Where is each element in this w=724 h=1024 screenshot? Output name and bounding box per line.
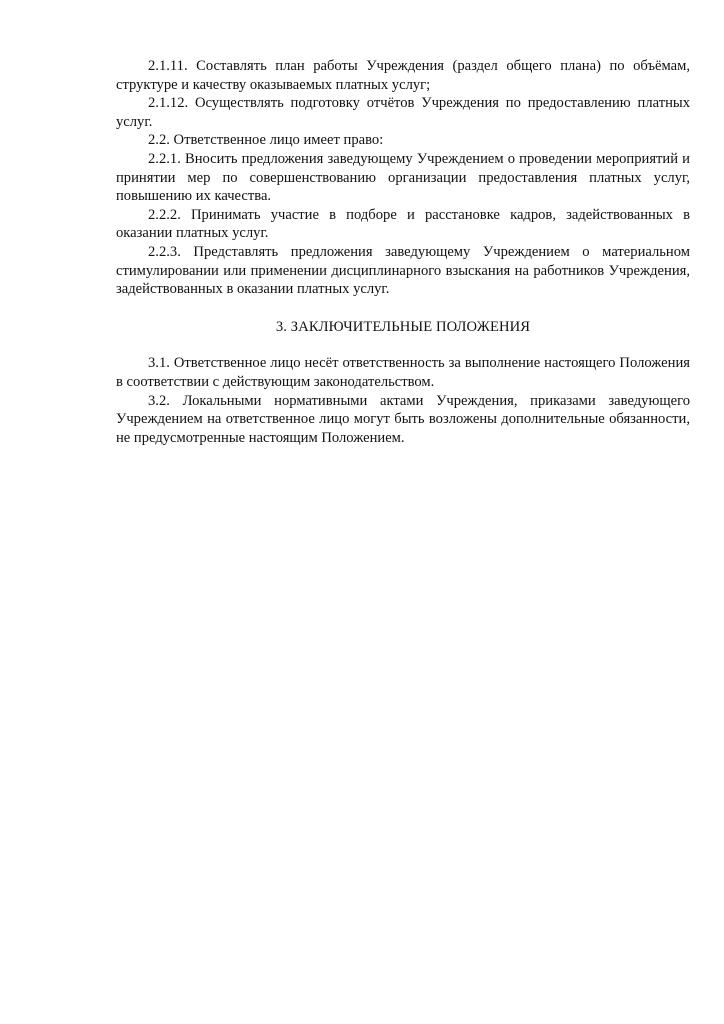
clause-3-1: 3.1. Ответственное лицо несёт ответственность за выполнение настоящего Положения в соответствии с действующим законодательством. [116,355,690,390]
document-body [116,57,690,447]
clause-2-1-11: 2.1.11. Составлять план работы Учреждения (раздел общего плана) по объёмам, структуре и качеству оказываемых платных услуг; [116,58,690,93]
section-3-heading: 3. ЗАКЛЮЧИТЕЛЬНЫЕ ПОЛОЖЕНИЯ [275,318,531,335]
clause-3-2: 3.2. Локальными нормативными актами Учреждения, приказами заведующего Учреждением на ответственное лицо могут быть возложены дополнительные обязанности, не предусмотренные настоящим Положением. [116,392,690,446]
clause-2-2: 2.2. Ответственное лицо имеет право: [148,132,384,149]
clause-2-2-1: 2.2.1. Вносить предложения заведующему Учреждением о проведении мероприятий и принятии мер по совершенствованию организации предоставления платных услуг, повышению их качества. [116,150,690,205]
clause-2-1-12: 2.1.12. Осуществлять подготовку отчётов Учреждения по предоставлению платных услуг. [116,95,690,130]
clause-2-2-3: 2.2.3. Представлять предложения заведующему Учреждением о материальном стимулировании или применении дисциплинарного взыскания на работников Учреждения, задействованных в оказании платных услуг. [116,243,690,298]
clause-2-2-2: 2.2.2. Принимать участие в подборе и расстановке кадров, задействованных в оказании платных услуг. [116,206,690,242]
